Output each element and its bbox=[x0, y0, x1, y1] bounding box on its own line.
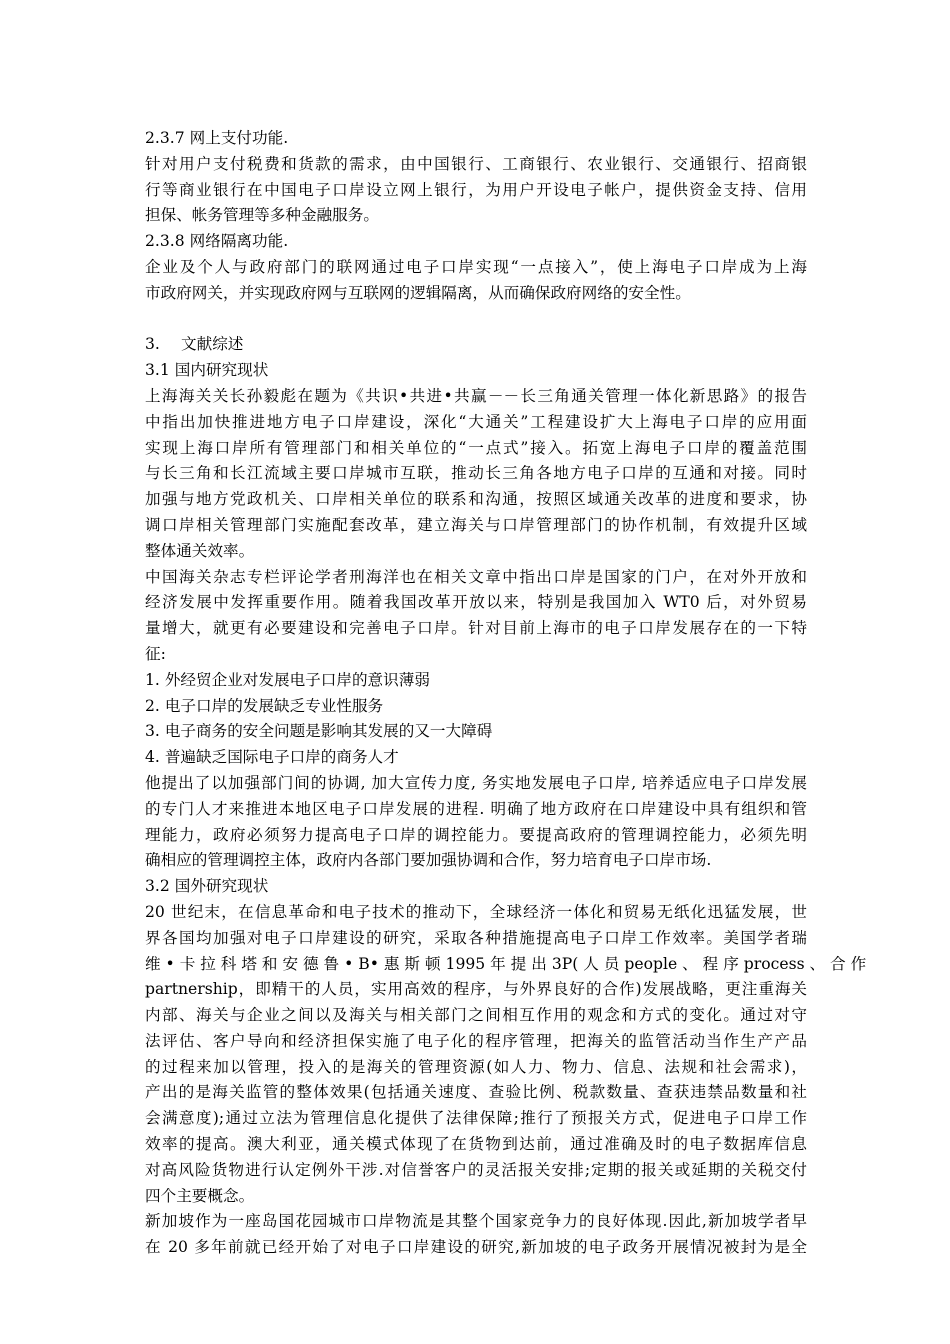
text-line: 会满意度);通过立法为管理信息化提供了法律保障;推行了预报关方式，促进电子口岸工作 bbox=[145, 1109, 807, 1128]
text-line: partnership，即精干的人员，实用高效的程序，与外界良好的合作)发展战略，更注重海关 bbox=[145, 980, 807, 999]
text-line: 针对用户支付税费和货款的需求，由中国银行、工商银行、农业银行、交通银行、招商银 bbox=[145, 154, 807, 173]
text-line: 调口岸相关管理部门实施配套改革，建立海关与口岸管理部门的协作机制，有效提升区域 bbox=[145, 515, 807, 534]
text-line: 法评估、客户导向和经济担保实施了电子化的程序管理，把海关的监管活动当作生产产品 bbox=[145, 1031, 807, 1050]
text-line: 效率的提高。澳大利亚，通关模式体现了在货物到达前，通过准确及时的电子数据库信息 bbox=[145, 1135, 807, 1154]
text-line: 与长三角和长江流域主要口岸城市互联，推动长三角各地方电子口岸的互通和对接。同时 bbox=[145, 464, 807, 483]
text-line: 4. 普遍缺乏国际电子口岸的商务人才 bbox=[145, 748, 399, 767]
text-line: 在 20 多年前就已经开始了对电子口岸建设的研究,新加坡的电子政务开展情况被封为是全 bbox=[145, 1238, 807, 1257]
document-page bbox=[145, 126, 867, 1261]
blank-line bbox=[145, 307, 807, 333]
text-line: 界各国均加强对电子口岸建设的研究，采取各种措施提高电子口岸工作效率。美国学者瑞 bbox=[145, 928, 807, 947]
text-line: 产出的是海关监管的整体效果(包括通关速度、查验比例、税款数量、查获违禁品数量和社 bbox=[145, 1083, 807, 1102]
section-title: 文献综述 bbox=[181, 335, 244, 354]
text-line: 加强与地方党政机关、口岸相关单位的联系和沟通，按照区域通关改革的进度和要求，协 bbox=[145, 490, 807, 509]
text-line: 确相应的管理调控主体，政府内各部门要加强协调和合作，努力培育电子口岸市场. bbox=[145, 851, 712, 870]
text-line: 1. 外经贸企业对发展电子口岸的意识薄弱 bbox=[145, 670, 430, 689]
text-line: 量增大，就更有必要建设和完善电子口岸。针对目前上海市的电子口岸发展存在的一下特 bbox=[145, 619, 807, 638]
text-line: 2.3.7 网上支付功能. bbox=[145, 129, 289, 147]
text-line: 内部、海关与企业之间以及海关与相关部门之间相互作用的观念和方式的变化。通过对守 bbox=[145, 1006, 807, 1025]
text-line: 新加坡作为一座岛国花园城市口岸物流是其整个国家竞争力的良好体现.因此,新加坡学者早 bbox=[145, 1212, 807, 1231]
text-line: 20 世纪末，在信息革命和电子技术的推动下，全球经济一体化和贸易无纸化迅猛发展，世 bbox=[145, 902, 807, 921]
text-line: 维 • 卡 拉 科 塔 和 安 德 鲁 • B• 惠 斯 顿 1995 年 提 出 3P( 人 员 people 、 程 序 process 、 合 作 bbox=[145, 954, 867, 973]
text-line: 担保、帐务管理等多种金融服务。 bbox=[145, 206, 379, 225]
section-number: 3. bbox=[145, 335, 160, 354]
text-line: 四个主要概念。 bbox=[145, 1186, 255, 1205]
text-line: 3.1 国内研究现状 bbox=[145, 361, 269, 380]
text-line: 3.2 国外研究现状 bbox=[145, 877, 269, 896]
text-line: 的过程来加以管理，投入的是海关的管理资源(如人力、物力、信息、法规和社会需求)， bbox=[145, 1057, 807, 1076]
text-line: 实现上海口岸所有管理部门和相关单位的“一点式”接入。拓宽上海电子口岸的覆盖范围 bbox=[145, 438, 807, 457]
section-heading bbox=[145, 332, 807, 358]
text-line: 征: bbox=[145, 644, 166, 663]
text-line: 2. 电子口岸的发展缺乏专业性服务 bbox=[145, 696, 384, 715]
text-line: 企业及个人与政府部门的联网通过电子口岸实现“一点接入”，使上海电子口岸成为上海 bbox=[145, 257, 807, 276]
text-line: 中国海关杂志专栏评论学者刑海洋也在相关文章中指出口岸是国家的门户，在对外开放和 bbox=[145, 567, 807, 586]
text-line: 市政府网关，并实现政府网与互联网的逻辑隔离，从而确保政府网络的安全性。 bbox=[145, 283, 691, 302]
text-line: 上海海关关长孙毅彪在题为《共识•共进•共赢－－长三角通关管理一体化新思路》的报告 bbox=[145, 386, 807, 405]
text-line: 中指出加快推进地方电子口岸建设，深化“大通关”工程建设扩大上海电子口岸的应用面 bbox=[145, 412, 807, 431]
text-line: 整体通关效率。 bbox=[145, 541, 255, 560]
text-line: 对高风险货物进行认定例外干涉.对信誉客户的灵活报关安排;定期的报关或延期的关税交付 bbox=[145, 1160, 807, 1179]
text-line: 理能力，政府必须努力提高电子口岸的调控能力。要提高政府的管理调控能力，必须先明 bbox=[145, 825, 807, 844]
text-line: 的专门人才来推进本地区电子口岸发展的进程. 明确了地方政府在口岸建设中具有组织和管 bbox=[145, 799, 807, 818]
text-line: 2.3.8 网络隔离功能. bbox=[145, 232, 289, 251]
text-line: 他提出了以加强部门间的协调, 加大宣传力度, 务实地发展电子口岸, 培养适应电子口岸发展 bbox=[145, 773, 807, 792]
text-line: 经济发展中发挥重要作用。随着我国改革开放以来，特别是我国加入 WT0 后，对外贸易 bbox=[145, 593, 807, 612]
text-line: 行等商业银行在中国电子口岸设立网上银行，为用户开设电子帐户，提供资金支持、信用 bbox=[145, 180, 807, 199]
text-line: 3. 电子商务的安全问题是影响其发展的又一大障碍 bbox=[145, 722, 493, 741]
